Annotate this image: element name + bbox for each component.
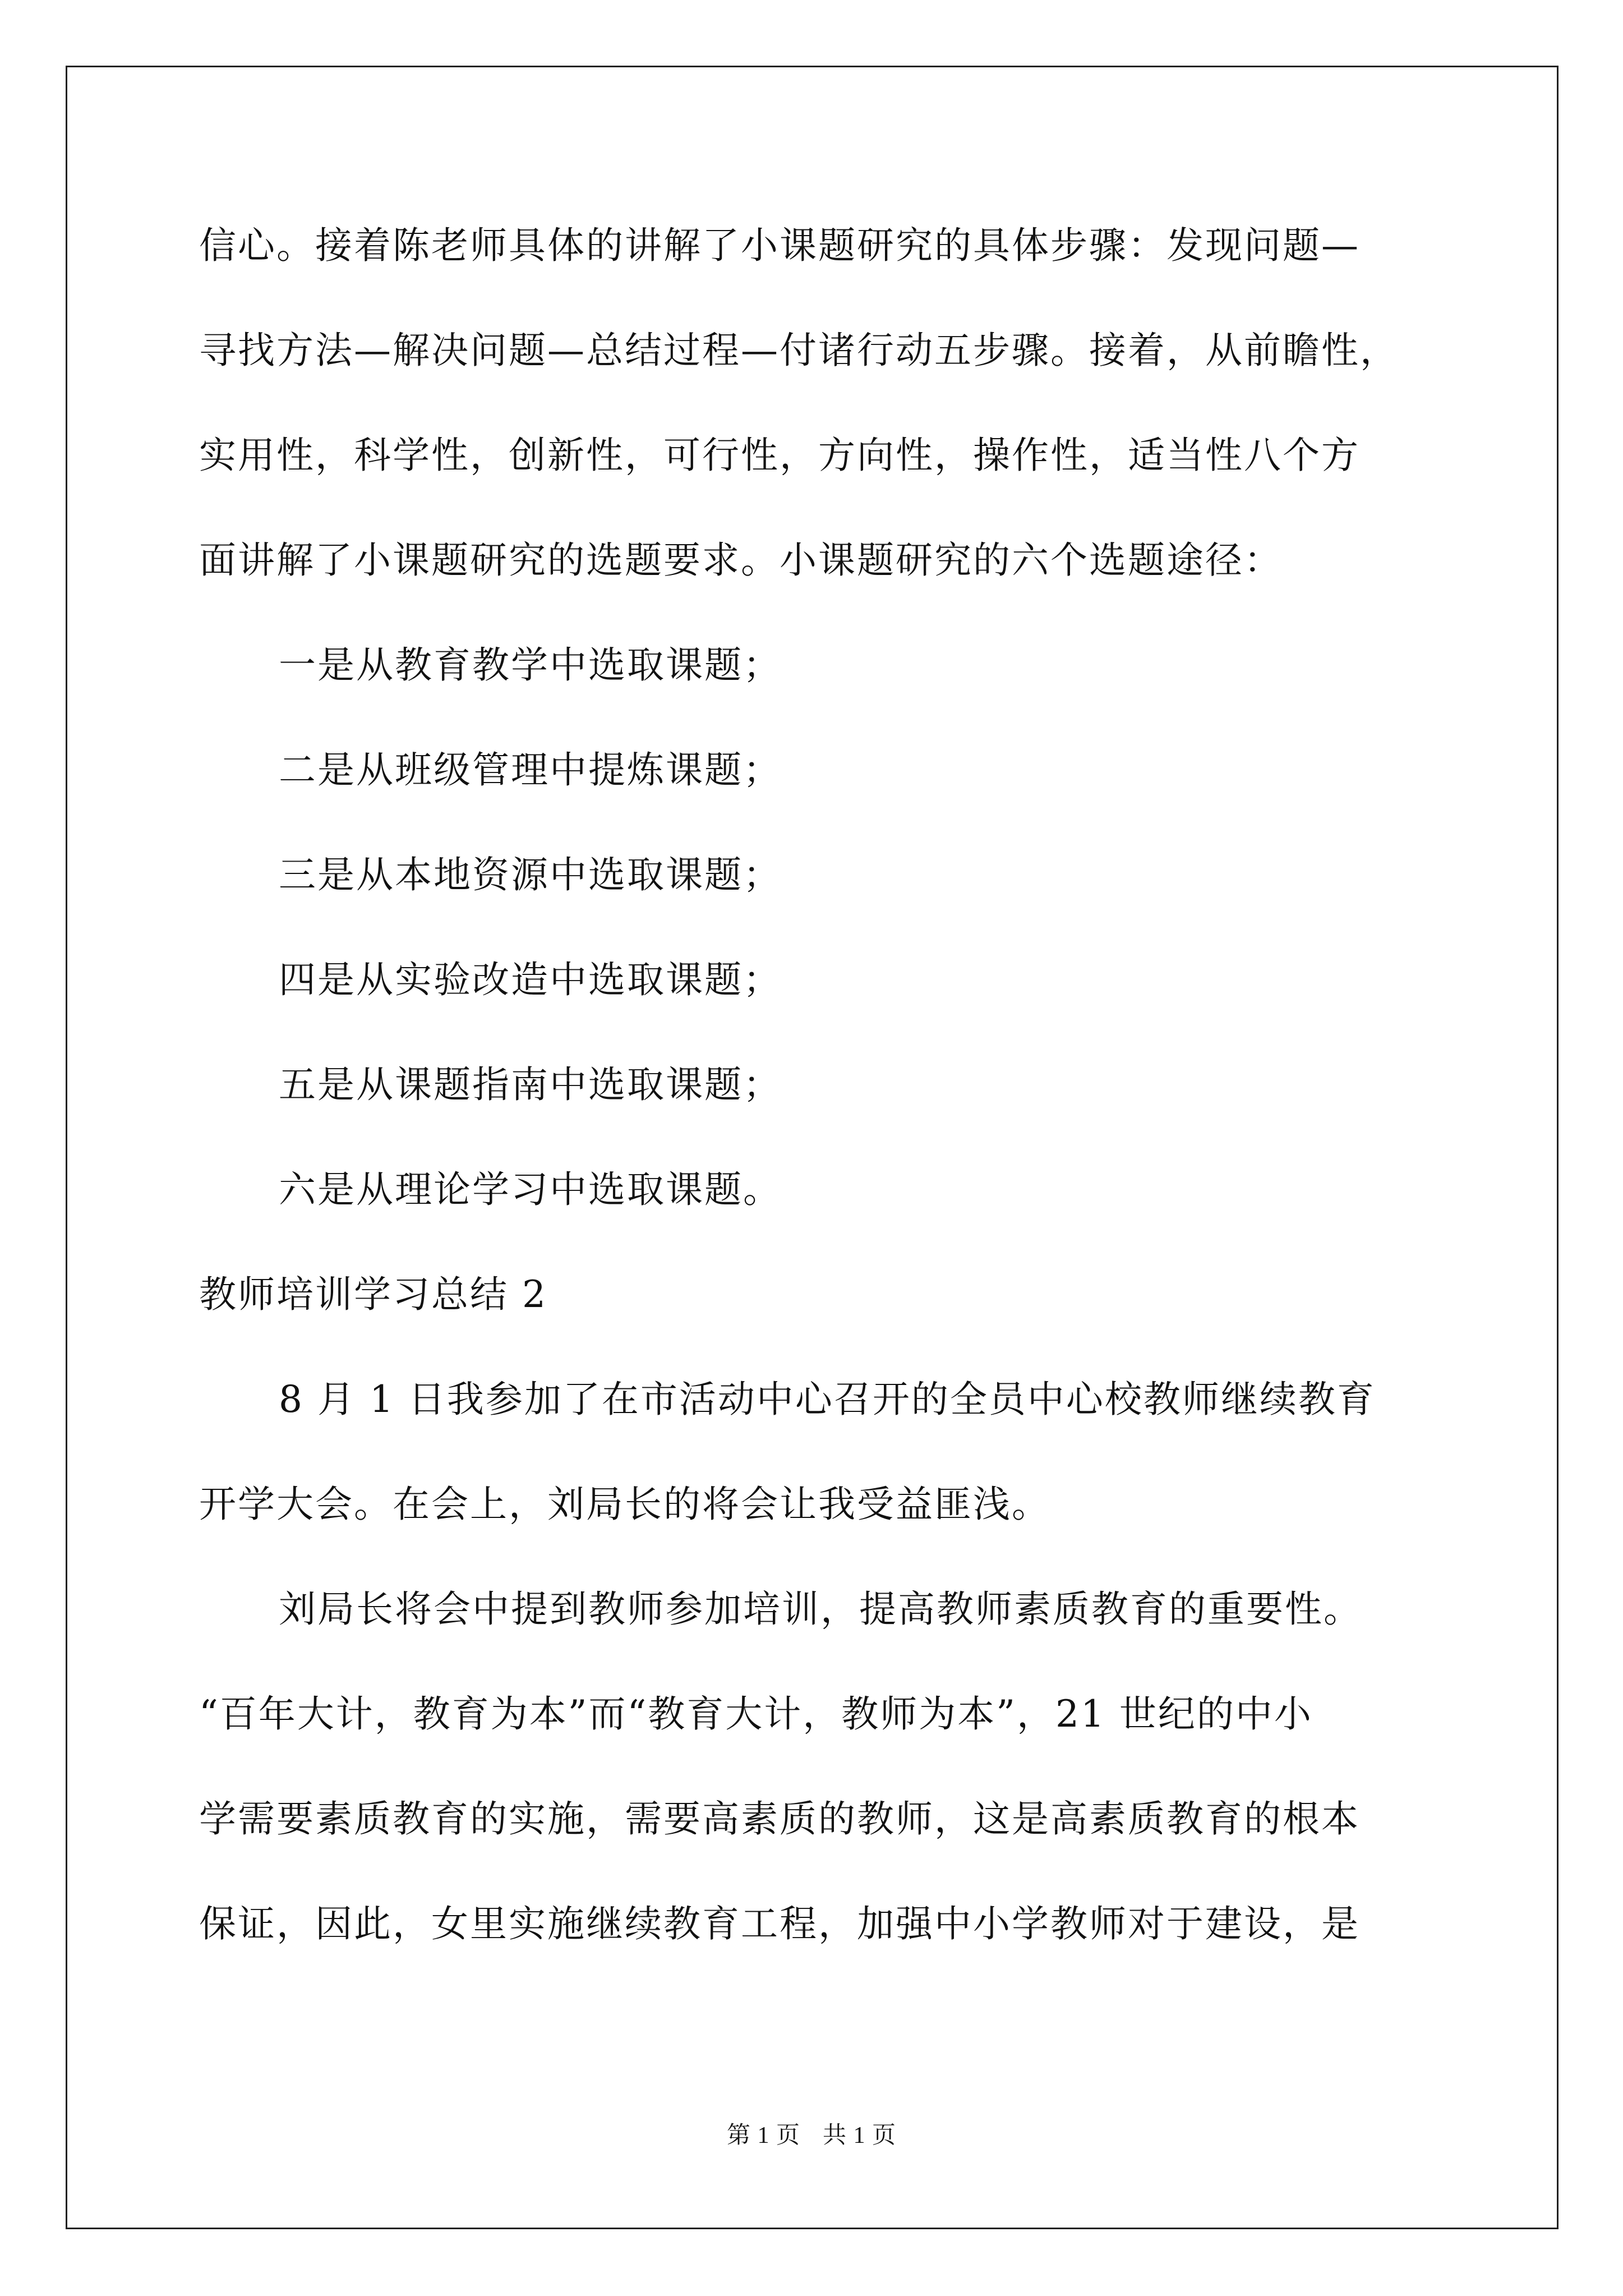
section-title: 教师培训学习总结 2 bbox=[199, 1273, 547, 1316]
paragraph-line: 信心。接着陈老师具体的讲解了小课题研究的具体步骤：发现问题— bbox=[199, 224, 1360, 267]
list-item: 四是从实验改造中选取课题； bbox=[279, 958, 782, 1001]
paragraph-line: 开学大会。在会上，刘局长的将会让我受益匪浅。 bbox=[199, 1483, 1050, 1526]
paragraph-line: 寻找方法—解决问题—总结过程—付诸行动五步骤。接着，从前瞻性， bbox=[199, 329, 1399, 372]
list-item: 二是从班级管理中提炼课题； bbox=[279, 748, 782, 792]
paragraph-line: 实用性，科学性，创新性，可行性，方向性，操作性，适当性八个方 bbox=[199, 434, 1360, 477]
page-number: 第 1 页 bbox=[726, 2123, 800, 2148]
list-item: 五是从课题指南中选取课题； bbox=[279, 1063, 782, 1106]
list-item: 三是从本地资源中选取课题； bbox=[279, 853, 782, 896]
paragraph-line: 刘局长将会中提到教师参加培训，提高教师素质教育的重要性。 bbox=[279, 1588, 1362, 1631]
page-footer bbox=[0, 2119, 1623, 2152]
list-item: 一是从教育教学中选取课题； bbox=[279, 643, 782, 687]
paragraph-line: “百年大计，教育为本”而“教育大计，教师为本”，21 世纪的中小 bbox=[199, 1692, 1313, 1736]
paragraph-line: 保证，因此，女里实施继续教育工程，加强中小学教师对于建设，是 bbox=[199, 1902, 1360, 1945]
paragraph-line: 面讲解了小课题研究的选题要求。小课题研究的六个选题途径： bbox=[199, 539, 1283, 582]
page-total: 共 1 页 bbox=[823, 2123, 897, 2148]
list-item: 六是从理论学习中选取课题。 bbox=[279, 1168, 782, 1211]
paragraph-line: 8 月 1 日我参加了在市活动中心召开的全员中心校教师继续教育 bbox=[279, 1378, 1376, 1421]
paragraph-line: 学需要素质教育的实施，需要高素质的教师，这是高素质教育的根本 bbox=[199, 1797, 1360, 1841]
